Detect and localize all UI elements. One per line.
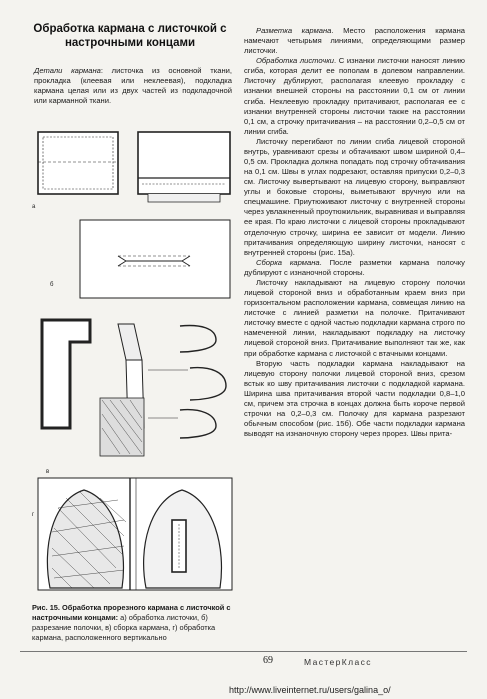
paragraph-welt-processing-text: . С изнанки листочки наносят линию сгиба, которая делит ее пополам в долевом направлении. Листочку дублируют, располагая клеевую прокладку с изнанки внешней стороны на расстоянии 0,1 см от линии сгиба. Неклеевую прокладку притачивают, располагая ее с изнанки внутренней стороны листочки также на расстоянии 0,1 см, а строчку притачивания – на расстоянии 0,2–0,5 см от линии сгиба. xyxy=(244,56,465,136)
subhead-welt-processing: Обработка листочки xyxy=(256,56,335,66)
figure-panel-v xyxy=(42,320,226,456)
article-title: Обработка кармана с листочкой с настрочными концами xyxy=(33,23,227,49)
paragraph-marking xyxy=(244,26,465,56)
figure-15 xyxy=(30,128,238,592)
figure-caption-text: а) обработка листочки, б) разрезание полочки, в) сборка кармана, г) обработка кармана, расположенного вертикально xyxy=(32,613,216,642)
figure-label-a: а xyxy=(32,204,36,210)
figure-label-b: б xyxy=(50,282,54,288)
figure-15-illustration xyxy=(30,128,238,592)
paragraph-marking-text: . Место расположения кармана намечают четырьмя линиями, определяющими размер листочки. xyxy=(244,26,466,56)
page-number: 69 xyxy=(263,655,273,666)
paragraph-assembly-text: . После разметки кармана полочку дублируют с изнаночной стороны. xyxy=(244,257,465,277)
right-column xyxy=(244,26,465,439)
source-watermark: http://www.liveinternet.ru/users/galina_o/ xyxy=(229,685,391,695)
pocket-parts-text: : листочка из основной ткани, прокладка (клеевая или неклеевая), подкладка кармана целая или из двух частей из подкладочной или карманной ткани. xyxy=(34,66,232,106)
paragraph-welt-processing xyxy=(244,56,465,137)
magazine-brand: МастерКласс xyxy=(304,657,372,667)
pocket-parts-lead: Детали кармана xyxy=(34,66,101,75)
figure-label-g: г xyxy=(32,512,35,518)
subhead-marking: Разметка кармана xyxy=(256,26,332,35)
footer-rule xyxy=(20,651,467,652)
paragraph-welt-placement: Листочку накладывают на лицевую сторону полочки лицевой стороной вниз и обработанным краем вниз при горизонтальном расположении кармана, совмещая линию на листочке с линией разметки на полочке. Притачивают листочку вместе с одной частью подкладки кармана строго по намеченной линии, накладывают подкладку на листочку лицевой стороной вниз. Притачивание выполняют так же, как при обработке кармана с листочкой с втачными концами. xyxy=(244,277,465,358)
paragraph-assembly xyxy=(244,258,465,278)
pocket-parts-paragraph xyxy=(34,66,232,106)
subhead-assembly: Сборка кармана xyxy=(256,257,320,267)
paragraph-lining: Вторую часть подкладки кармана накладывают на лицевую сторону полочки лицевой стороной вниз, срезом встык ко шву притачивания листочки с подкладкой кармана. Ширина шва притачивания второй части подкладки 0,8–1,0 см, причем эта строчка в концах должна быть короче первой строчки на 0,2–0,3 см. Полочку для кармана разрезают обычным способом (рис. 15б). Обе части подкладки кармана выводят на изнаночную сторону через прорез. Швы прита- xyxy=(244,358,465,439)
figure-panel-a xyxy=(38,132,230,202)
paragraph-welt-folding: Листочку перегибают по линии сгиба лицевой стороной внутрь, уравнивают срезы и обтачивают швом шириной 0,4–0,5 см. Прокладка должна попадать под строчку обтачивания на 0,1 см. Швы в углах подрезают, оставляя припуски 0,2–0,3 см. Листочку вывертывают на лицевую сторону, выправляют углы и боковые стороны, выметывают вручную или на спецмашине. Приутюживают листочку с внутренней стороны через увлажненный проутюжильник, выравнивая и выправляя ее края. По краю листочки с лицевой стороны прокладывают отделочную строчку, ширина ее зависит от модели. Линию притачивания определяющую ширину листочки, наносят с внутренней стороны (рис. 15а). xyxy=(244,136,465,257)
figure-panel-b xyxy=(80,220,230,298)
figure-caption-label: Рис. 15. Обработка прорезного кармана с листочкой с настрочными концами: xyxy=(32,603,231,622)
figure-label-v: в xyxy=(46,469,50,475)
figure-caption xyxy=(32,603,237,643)
figure-panel-g xyxy=(38,478,232,590)
